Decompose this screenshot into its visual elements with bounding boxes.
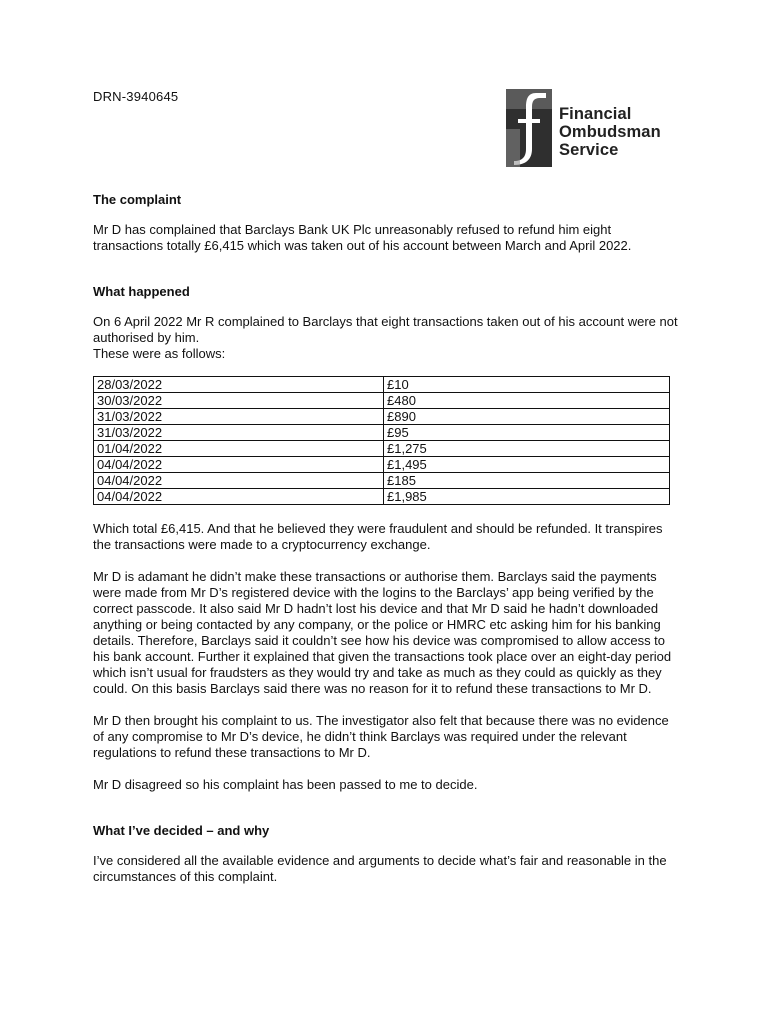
transaction-amount: £1,985	[384, 489, 670, 505]
heading-the-complaint: The complaint	[93, 192, 182, 207]
table-row	[94, 441, 670, 457]
fos-logo	[506, 89, 686, 167]
transaction-date: 01/04/2022	[94, 441, 384, 457]
table-row	[94, 393, 670, 409]
logo-line-3: Service	[559, 141, 619, 159]
transaction-date: 31/03/2022	[94, 425, 384, 441]
transaction-date: 30/03/2022	[94, 393, 384, 409]
happened-paragraph-1b: These were as follows:	[93, 346, 226, 361]
transaction-date: 31/03/2022	[94, 409, 384, 425]
logo-line-1: Financial	[559, 105, 632, 123]
transaction-amount: £480	[384, 393, 670, 409]
transaction-date: 04/04/2022	[94, 489, 384, 505]
logo-wordmark	[559, 105, 661, 159]
transaction-amount: £1,495	[384, 457, 670, 473]
transaction-date: 28/03/2022	[94, 377, 384, 393]
transaction-amount: £1,275	[384, 441, 670, 457]
transactions-table	[93, 376, 670, 505]
transaction-amount: £185	[384, 473, 670, 489]
transaction-amount: £95	[384, 425, 670, 441]
happened-paragraph-1: On 6 April 2022 Mr R complained to Barclays that eight transactions taken out of his account were not authorised by him.	[93, 314, 678, 345]
heading-what-happened: What happened	[93, 284, 190, 299]
happened-paragraph-4: Mr D then brought his complaint to us. The investigator also felt that because there was no evidence of any compromise to Mr D’s device, he didn’t think Barclays was required under the relevant regulations to refund these transactions to Mr D.	[93, 713, 669, 760]
transaction-amount: £890	[384, 409, 670, 425]
table-row	[94, 457, 670, 473]
document-body	[93, 192, 683, 885]
transaction-date: 04/04/2022	[94, 457, 384, 473]
fos-logo-mark-icon	[506, 89, 554, 167]
heading-what-ive-decided: What I’ve decided – and why	[93, 823, 270, 838]
transaction-amount: £10	[384, 377, 670, 393]
table-row	[94, 489, 670, 505]
complaint-paragraph: Mr D has complained that Barclays Bank UK Plc unreasonably refused to refund him eight transactions totally £6,415 which was taken out of his account between March and April 2022.	[93, 222, 632, 253]
logo-line-2: Ombudsman	[559, 123, 661, 141]
table-row	[94, 425, 670, 441]
decided-paragraph-1: I’ve considered all the available evidence and arguments to decide what’s fair and reasonable in the circumstances of this complaint.	[93, 853, 667, 884]
table-row	[94, 377, 670, 393]
table-row	[94, 473, 670, 489]
reference-number: DRN-3940645	[93, 89, 179, 104]
happened-paragraph-5: Mr D disagreed so his complaint has been passed to me to decide.	[93, 777, 478, 792]
happened-paragraph-2: Which total £6,415. And that he believed they were fraudulent and should be refunded. It transpires the transactions were made to a cryptocurrency exchange.	[93, 521, 663, 552]
happened-paragraph-3: Mr D is adamant he didn’t make these transactions or authorise them. Barclays said the payments were made from Mr D’s registered device with the logins to the Barclays’ app being verified by the correct passcode. It also said Mr D hadn’t lost his device and that Mr D said he hadn’t downloaded anything or being contacted by any company, or the police or HMRC etc asking him for his banking details. Therefore, Barclays said it couldn’t see how his device was compromised to allow access to his bank account. Further it explained that given the transactions took place over an eight-day period which isn’t usual for fraudsters as they would try and take as much as they could as quickly as they could. On this basis Barclays said there was no reason for it to refund these transactions to Mr D.	[93, 569, 672, 696]
transaction-date: 04/04/2022	[94, 473, 384, 489]
table-row	[94, 409, 670, 425]
